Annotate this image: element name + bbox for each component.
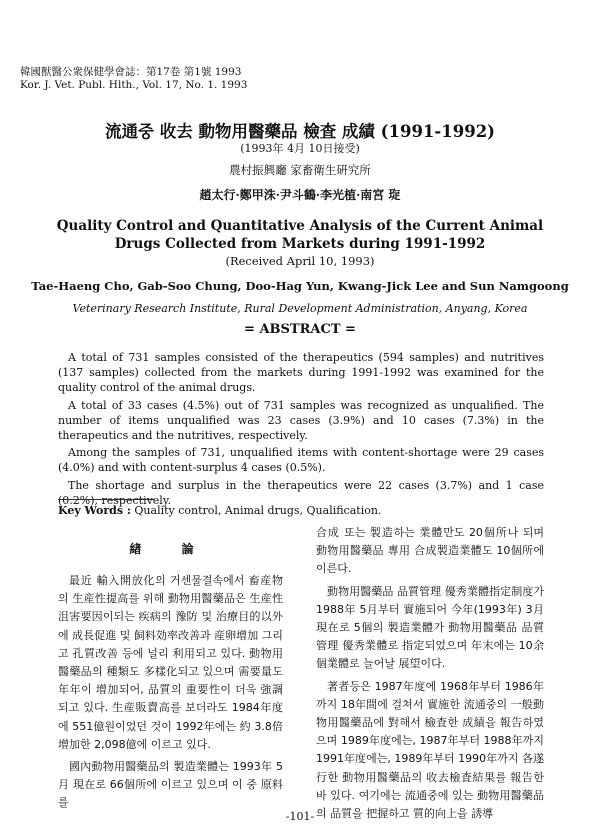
english-received-date: (Received April 10, 1993) bbox=[225, 254, 375, 268]
left-column bbox=[58, 572, 283, 817]
keywords-divider bbox=[58, 499, 154, 500]
journal-header-korean: 韓國獸醫公衆保健學會誌：第17卷 第1號 1993 bbox=[20, 66, 242, 78]
section-heading: 緖 論 bbox=[129, 542, 212, 556]
abstract-paragraph: A total of 731 samples consisted of the therapeutics (594 samples) and nutritives (137 samples) collected from the markets during 1991-1992 was examined for the quality control of the animal drugs. bbox=[58, 351, 544, 395]
english-title-line1: Quality Control and Quantitative Analysis of the Current Animal bbox=[56, 218, 544, 234]
abstract-paragraph: The shortage and surplus in the therapeutics were 22 cases (3.7%) and 1 case (0.2%), respectively. bbox=[58, 478, 544, 507]
body-paragraph: 國內動物用醫藥品의 製造業體는 1993年 5月 現在로 66個所에 이르고 있으며 이 중 原料를 bbox=[58, 760, 283, 810]
journal-header bbox=[20, 66, 247, 92]
korean-institute: 農村振興廳 家畜衛生硏究所 bbox=[229, 163, 371, 177]
english-title-line2: Drugs Collected from Markets during 1991-1992 bbox=[114, 236, 486, 252]
english-title bbox=[0, 217, 600, 253]
keywords-text: Quality control, Animal drugs, Qualification. bbox=[134, 504, 382, 517]
abstract-body bbox=[58, 350, 544, 510]
english-authors: Tae-Haeng Cho, Gab-Soo Chung, Doo-Hag Yun, Kwang-Jick Lee and Sun Namgoong bbox=[31, 279, 569, 293]
korean-title: 流通중 收去 動物用醫藥品 檢査 成績 (1991-1992) bbox=[105, 122, 495, 141]
keywords-label: Key Words : bbox=[58, 504, 131, 517]
keywords bbox=[58, 504, 381, 517]
journal-header-english: Kor. J. Vet. Publ. Hlth., Vol. 17, No. 1. 1993 bbox=[20, 79, 248, 91]
right-column bbox=[316, 524, 544, 827]
abstract-paragraph: Among the samples of 731, unqualified items with content-shortage were 29 cases (4.0%) and with content-surplus 4 cases (0.5%). bbox=[58, 446, 544, 475]
abstract-paragraph: A total of 33 cases (4.5%) out of 731 samples was recognized as unqualified. The number of items unqualified was 23 cases (3.9%) and 10 cases (7.3%) in the therapeutics and the nutritives, respectively. bbox=[58, 398, 544, 443]
body-paragraph: 動物用醫藥品 品質管理 優秀業體指定制度가 1988年 5月부터 實施되어 今年(1993年) 3月 現在로 5個의 製造業體가 動物用醫藥品 品質管理 優秀業體로 指定되었으며 年末에는 10余個業體로 늘어날 展望이다. bbox=[316, 584, 544, 671]
page-number: -101- bbox=[285, 810, 315, 823]
korean-authors: 趙太行·鄭甲洙·尹斗鶴·李光植·南宮 琁 bbox=[199, 188, 401, 202]
korean-received-date: (1993年 4月 10日接受) bbox=[240, 142, 360, 155]
body-paragraph: 最近 輸入開放化의 거센물결속에서 畜産物의 生産性提高를 위해 動物用醫藥品은 生産性沮害要因이되는 疾病의 豫防 및 治療目的以外에 成長促進 및 飼料効率改善과 産卵增加 그리고 孔質改善 등에 널리 利用되고 있다. 動物用醫藥品의 種類도 多樣化되고 있으며 需要量도 年年이 增加되어, 品質의 重要性이 더욱 強調되고 있다. 生産販賣高를 보더라도 1984年度에 551億원이었던 것이 1992年에는 約 3.8倍 增加한 2,098億에 이르고 있다. bbox=[58, 574, 283, 751]
body-paragraph: 著者등은 1987年度에 1968年부터 1986年까지 18年間에 걸쳐서 實施한 流通중의 一般動物用醫藥品에 對해서 檢査한 成績을 報告하였으며 1989年度에는, 1987年부터 1988年까지 1991年度에는, 1989年부터 1990年까지 各遂行한 動物用醫藥品의 收去檢査結果를 報告한 바 있다. 여기에는 流通중에 있는 動物用醫藥品의 品質을 把握하고 質的向上을 誘導 bbox=[316, 679, 544, 821]
affiliation: Veterinary Research Institute, Rural Development Administration, Anyang, Korea bbox=[72, 302, 528, 315]
abstract-heading: = ABSTRACT = bbox=[244, 322, 356, 337]
body-paragraph: 合成 또는 製造하는 業體만도 20個所나 되며 動物用醫藥品 專用 合成製造業體도 10個所에 이른다. bbox=[316, 526, 544, 576]
